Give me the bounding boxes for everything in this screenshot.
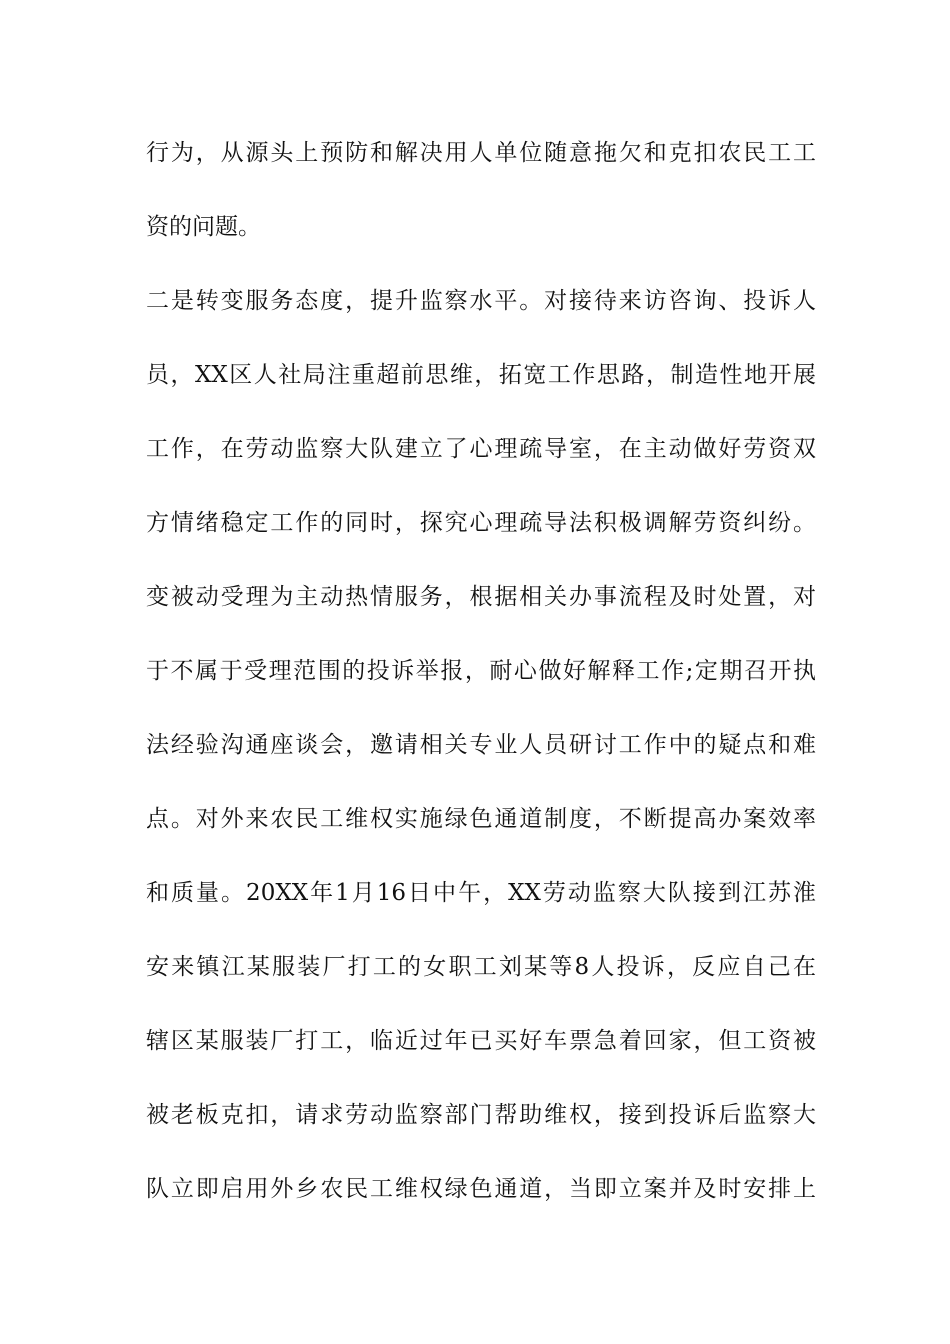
text-line-14: 被老板克扣，请求劳动监察部门帮助维权，接到投诉后监察大 bbox=[146, 1102, 816, 1128]
text-line-2: 资的问题。 bbox=[146, 214, 261, 240]
text-line-4: 员，XX区人社局注重超前思维，拓宽工作思路，制造性地开展 bbox=[146, 362, 816, 388]
text-line-1: 行为，从源头上预防和解决用人单位随意拖欠和克扣农民工工 bbox=[146, 140, 816, 166]
text-line-9: 法经验沟通座谈会，邀请相关专业人员研讨工作中的疑点和难 bbox=[146, 732, 816, 758]
text-line-15: 队立即启用外乡农民工维权绿色通道，当即立案并及时安排上 bbox=[146, 1176, 816, 1202]
text-line-8: 于不属于受理范围的投诉举报，耐心做好解释工作;定期召开执 bbox=[146, 658, 816, 684]
text-line-3: 二是转变服务态度，提升监察水平。对接待来访咨询、投诉人 bbox=[146, 288, 816, 314]
text-line-5: 工作，在劳动监察大队建立了心理疏导室，在主动做好劳资双 bbox=[146, 436, 816, 462]
text-line-12: 安来镇江某服装厂打工的女职工刘某等8人投诉，反应自己在 bbox=[146, 954, 816, 980]
text-line-13: 辖区某服装厂打工，临近过年已买好车票急着回家，但工资被 bbox=[146, 1028, 816, 1054]
text-line-7: 变被动受理为主动热情服务，根据相关办事流程及时处置，对 bbox=[146, 584, 816, 610]
text-line-6: 方情绪稳定工作的同时，探究心理疏导法积极调解劳资纠纷。 bbox=[146, 510, 816, 536]
text-line-11: 和质量。20XX年1月16日中午，XX劳动监察大队接到江苏淮 bbox=[146, 880, 816, 906]
text-line-10: 点。对外来农民工维权实施绿色通道制度，不断提高办案效率 bbox=[146, 806, 816, 832]
